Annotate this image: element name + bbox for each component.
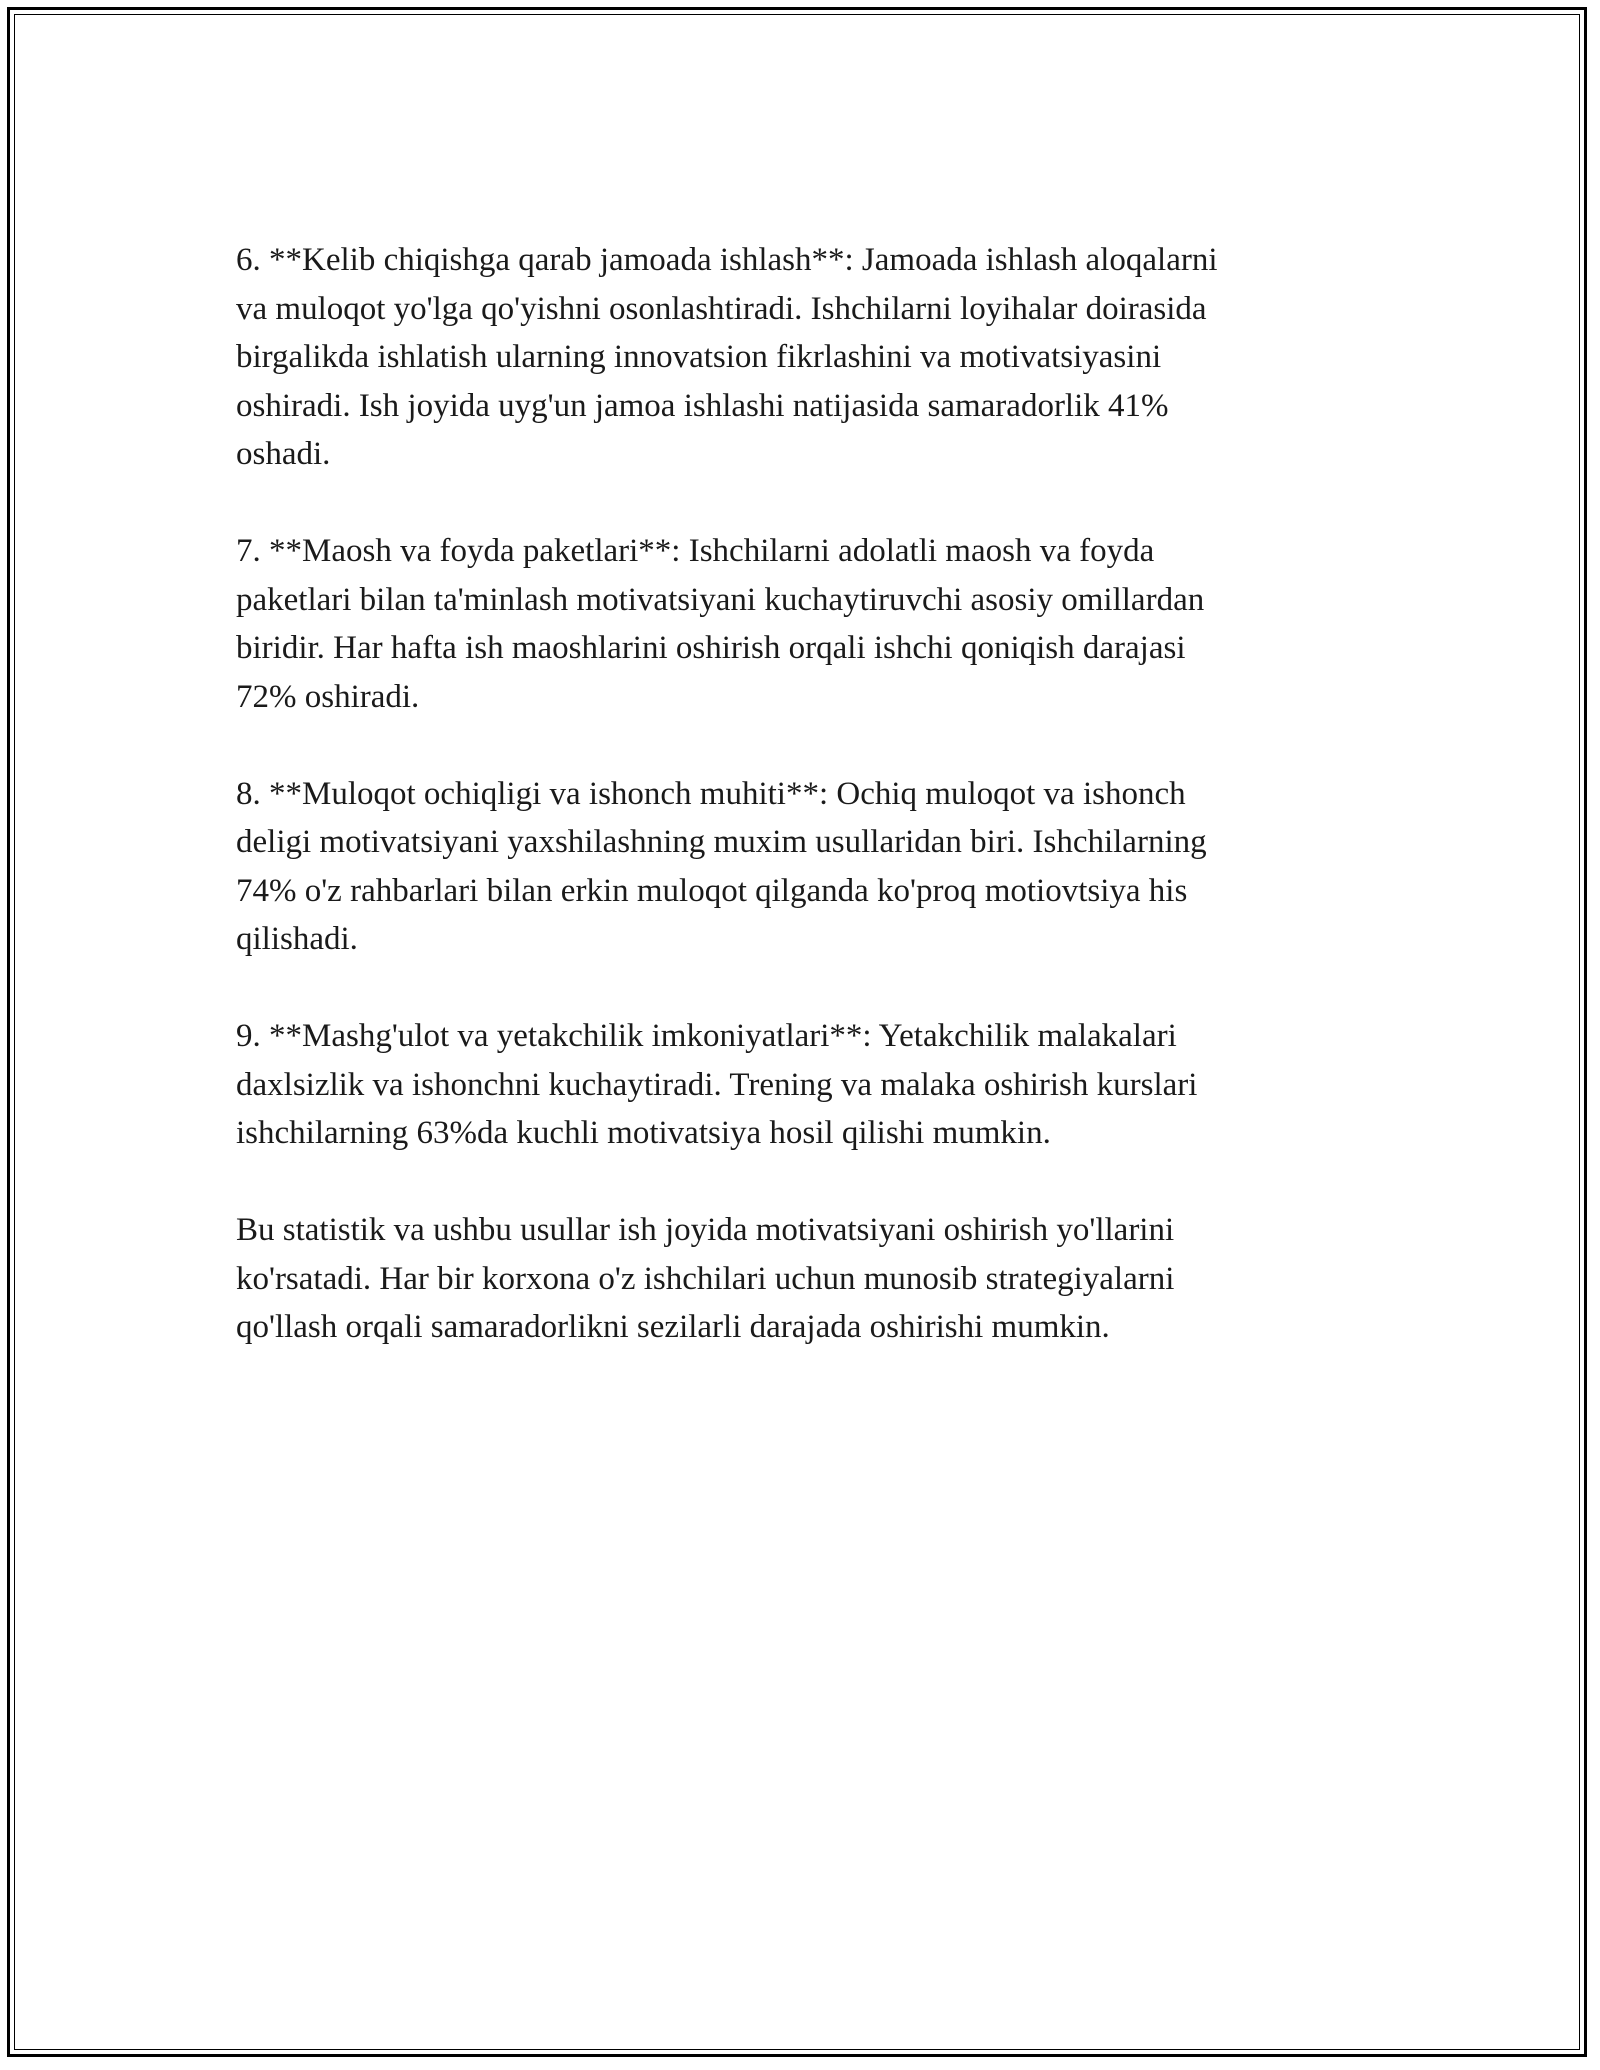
paragraph-training-leadership: 9. **Mashg'ulot va yetakchilik imkoniyatlari**: Yetakchilik malakalari daxlsizlik va ishonchni kuchaytiradi. Trening va malaka oshirish kurslari ishchilarning 63%da kuchli motivatsiya hosil qilishi mumkin. [236, 1018, 1198, 1151]
paragraph-salary-benefits: 7. **Maosh va foyda paketlari**: Ishchilarni adolatli maosh va foyda paketlari bilan ta'minlash motivatsiyani kuchaytiruvchi asosiy omillardan biridir. Har hafta ish maoshlarini oshirish orqali ishchi qoniqish darajasi 72% oshiradi. [236, 533, 1205, 715]
document-body [236, 236, 1356, 1400]
paragraph-open-communication: 8. **Muloqot ochiqligi va ishonch muhiti**: Ochiq muloqot va ishonch deligi motivatsiyani yaxshilashning muxim usullaridan biri. Ishchilarning 74% o'z rahbarlari bilan erkin muloqot qilganda ko'proq motiovtsiya his qilishadi. [236, 775, 1207, 957]
paragraph-teamwork: 6. **Kelib chiqishga qarab jamoada ishlash**: Jamoada ishlash aloqalarni va muloqot yo'lga qo'yishni osonlashtiradi. Ishchilarni loyihalar doirasida birgalikda ishlatish ularning innovatsion fikrlashini va motivatsiyasini oshiradi. Ish joyida uyg'un jamoa ishlashi natijasida samaradorlik 41% oshadi. [236, 242, 1218, 472]
paragraph-conclusion: Bu statistik va ushbu usullar ish joyida motivatsiyani oshirish yo'llarini ko'rsatadi. Har bir korxona o'z ishchilari uchun munosib strategiyalarni qo'llash orqali samaradorlikni sezilarli darajada oshirishi mumkin. [236, 1212, 1175, 1345]
